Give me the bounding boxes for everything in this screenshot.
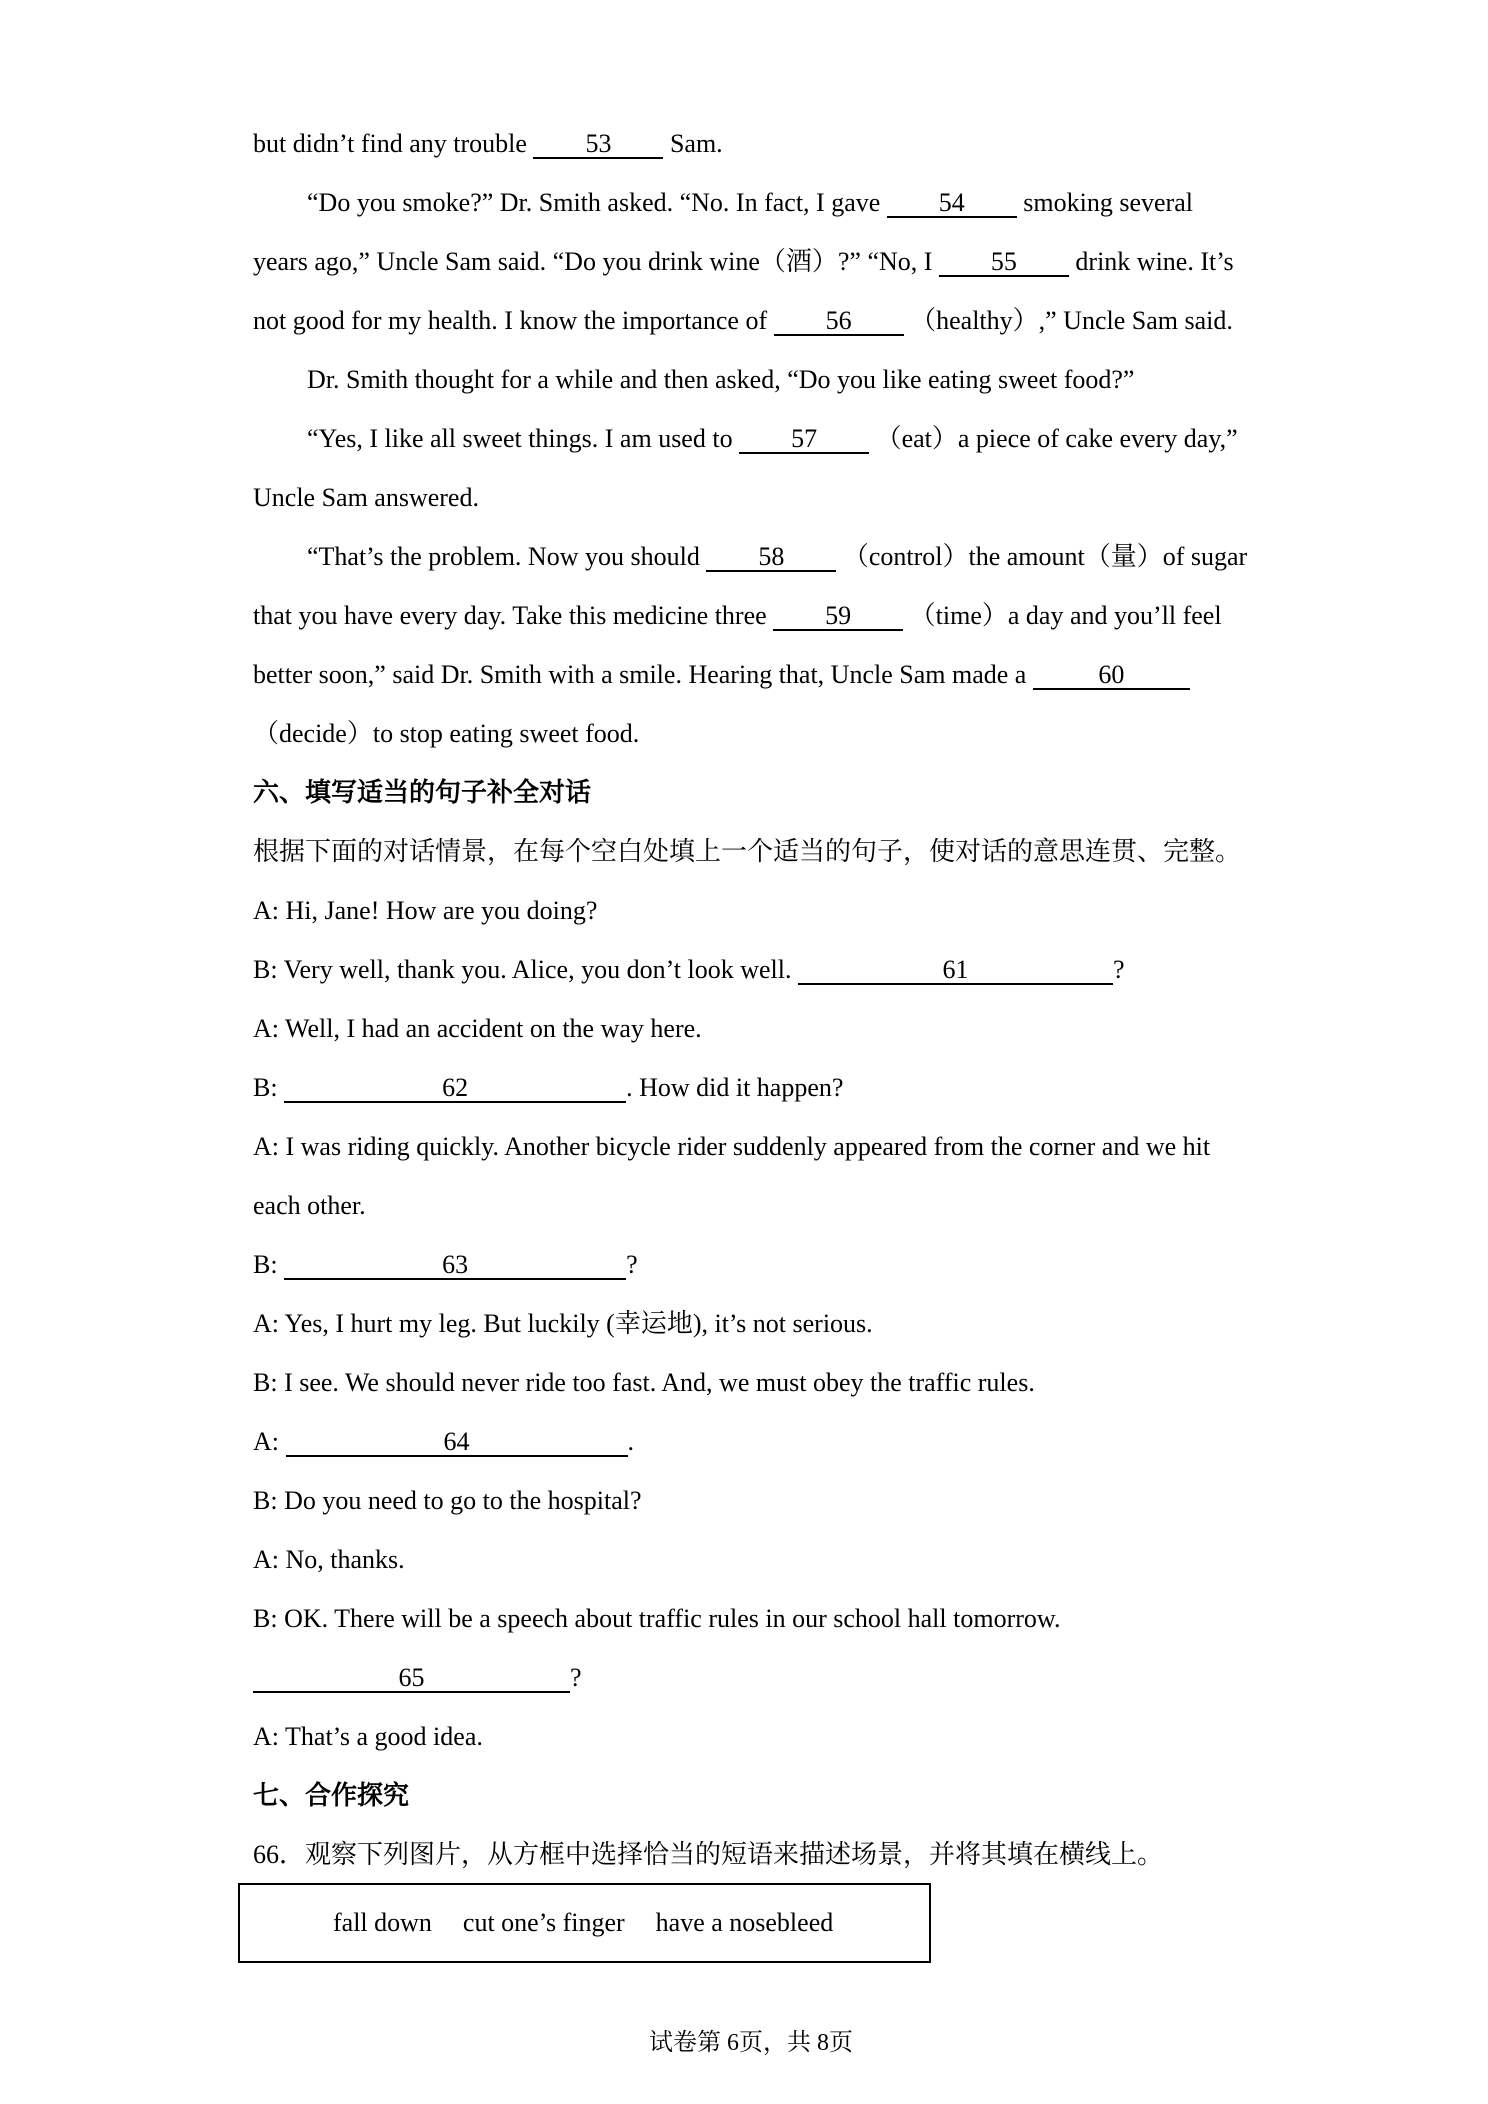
line-text: but didn’t find any trouble [253,129,534,158]
question-66: 66．观察下列图片，从方框中选择恰当的短语来描述场景，并将其填在横线上。 [253,1840,1164,1869]
dialogue-line [253,1117,1253,1176]
answer-blank-63: 63 [284,1252,626,1280]
line-text: not good for my health. I know the importance of [253,306,774,335]
answer-blank-55: 55 [939,249,1069,277]
dialogue-line [253,999,1253,1058]
answer-blank-62: 62 [284,1075,626,1103]
dialogue-line [253,1589,1253,1648]
line-text: Uncle Sam answered. [253,483,479,512]
phrase-option: fall down [333,1908,432,1937]
answer-blank-61: 61 [798,957,1113,985]
section-6-heading: 六、填写适当的句子补全对话 [253,778,592,807]
line-text: each other. [253,1191,366,1220]
line-text: B: I see. We should never ride too fast. And, we must obey the traffic rules. [253,1368,1035,1397]
dialogue-line [253,881,1253,940]
answer-blank-54: 54 [887,190,1017,218]
phrase-option: cut one’s finger [462,1908,625,1937]
line-text: drink wine. It’s [1068,247,1234,276]
line-text: A: [253,1427,286,1456]
line-text: B: Very well, thank you. Alice, you don’t look well. [253,955,798,984]
section-7-heading: 七、合作探究 [253,1781,410,1810]
answer-blank-59: 59 [773,603,903,631]
passage-line [253,409,1253,468]
line-text: ? [626,1250,638,1279]
dialogue-line [253,1353,1253,1412]
passage-line [253,468,1253,527]
answer-blank-53: 53 [533,131,663,159]
line-text: smoking several [1016,188,1193,217]
passage-line [253,114,1253,173]
line-text: （control）the amount（量）of sugar [836,542,1248,571]
passage-line [253,704,1253,763]
dialogue-line [253,1412,1253,1471]
passage-line [253,527,1253,586]
line-text: Sam. [663,129,723,158]
line-text: A: That’s a good idea. [253,1722,483,1751]
line-text: “Yes, I like all sweet things. I am used to [307,424,740,453]
exam-page-body [253,114,1253,1884]
passage-line [253,645,1253,704]
line-text: B: OK. There will be a speech about traffic rules in our school hall tomorrow. [253,1604,1061,1633]
dialogue-line [253,1176,1253,1235]
line-text: （eat）a piece of cake every day,” [869,424,1238,453]
page-footer: 试卷第 6页，共 8页 [649,2030,853,2056]
line-text: B: Do you need to go to the hospital? [253,1486,642,1515]
answer-blank-57: 57 [739,426,869,454]
line-text: ? [570,1663,582,1692]
line-text: B: [253,1250,285,1279]
dialogue-line [253,1235,1253,1294]
line-text: that you have every day. Take this medicine three [253,601,774,630]
answer-blank-60: 60 [1033,662,1190,690]
line-text: . How did it happen? [626,1073,844,1102]
phrase-list [240,1908,833,1938]
passage-line [253,232,1253,291]
line-text: A: No, thanks. [253,1545,405,1574]
line-text: “That’s the problem. Now you should [307,542,707,571]
line-text: （healthy）,” Uncle Sam said. [903,306,1233,335]
line-text: （time）a day and you’ll feel [903,601,1222,630]
answer-blank-56: 56 [774,308,904,336]
phrase-box [238,1883,931,1963]
line-text: better soon,” said Dr. Smith with a smile. Hearing that, Uncle Sam made a [253,660,1033,689]
dialogue-line [253,1471,1253,1530]
line-text: years ago,” Uncle Sam said. “Do you drink wine（酒）?” “No, I [253,247,939,276]
dialogue-line [253,1530,1253,1589]
passage-line [253,173,1253,232]
line-text: （decide）to stop eating sweet food. [253,719,640,748]
line-text: A: Yes, I hurt my leg. But luckily (幸运地), it’s not serious. [253,1309,873,1338]
answer-blank-65: 65 [253,1665,570,1693]
passage-line [253,291,1253,350]
passage-line [253,586,1253,645]
dialogue-line [253,1058,1253,1117]
line-text: Dr. Smith thought for a while and then asked, “Do you like eating sweet food?” [307,365,1135,394]
dialogue-line [253,1648,1253,1707]
line-text: A: I was riding quickly. Another bicycle rider suddenly appeared from the corner and we hit [253,1132,1211,1161]
line-text: . [627,1427,634,1456]
section-6-instruction: 根据下面的对话情景，在每个空白处填上一个适当的句子，使对话的意思连贯、完整。 [253,837,1242,866]
answer-blank-64: 64 [286,1429,628,1457]
line-text: A: Hi, Jane! How are you doing? [253,896,598,925]
dialogue-line [253,1707,1253,1766]
line-text: ? [1112,955,1125,984]
line-text: B: [253,1073,285,1102]
passage-line [253,350,1253,409]
line-text: A: Well, I had an accident on the way here. [253,1014,702,1043]
dialogue-line [253,940,1253,999]
answer-blank-58: 58 [706,544,836,572]
phrase-option: have a nosebleed [655,1908,834,1937]
line-text: “Do you smoke?” Dr. Smith asked. “No. In fact, I gave [307,188,887,217]
dialogue-line [253,1294,1253,1353]
